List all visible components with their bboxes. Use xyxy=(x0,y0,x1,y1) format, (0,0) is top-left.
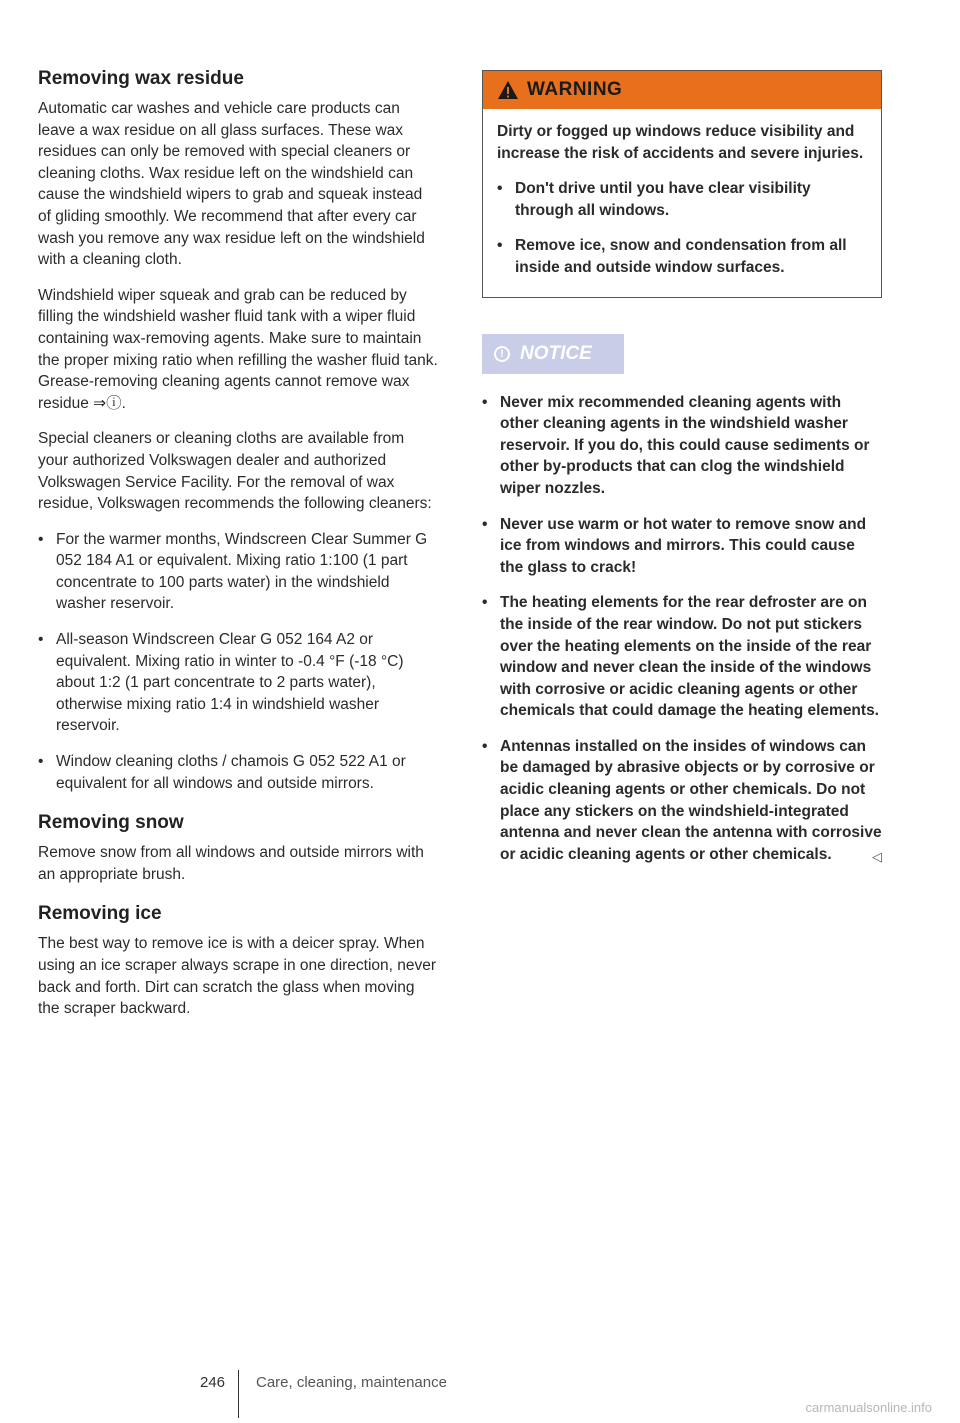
list-item: • All-season Windscreen Clear G 052 164 A2 or equivalent. Mixing ratio in winter to -0.4 °F (-18 °C) about 1:2 (1 part concentrate to 2 parts water), otherwise mixing ratio 1:4 in windshield washer reservoir. xyxy=(38,631,404,735)
list-item: • Never mix recommended cleaning agents with other cleaning agents in the windshield washer reservoir. If you do, this could cause sediments or other by-products that can clog the windshield wiper nozzles. xyxy=(482,393,870,497)
bullet-icon: • xyxy=(38,753,44,771)
warning-header xyxy=(483,71,881,109)
warning-body xyxy=(483,109,881,297)
warning-box xyxy=(482,70,882,298)
list-item: • Don't drive until you have clear visibility through all windows. xyxy=(497,180,811,219)
list-item: • For the warmer months, Windscreen Clear Summer G 052 184 A1 or equivalent. Mixing ratio 1:100 (1 part concentrate to 100 parts water) in the windshield washer reservoir. xyxy=(38,530,428,613)
bullet-icon: • xyxy=(38,631,44,649)
page-number: 246 xyxy=(200,1374,226,1391)
watermark: carmanualsonline.info xyxy=(805,1400,932,1415)
wax-paragraph-2: Windshield wiper squeak and grab can be reduced by filling the windshield washer fluid tank with a wiper fluid containing wax-removing agents. Make sure to maintain the proper mixing ratio when refilling the washer fluid tank. Grease-removing cleaning agents cannot remove wax residue ⇒ⓘ. xyxy=(38,286,438,412)
bullet-icon: • xyxy=(482,594,488,612)
notice-header xyxy=(482,334,624,374)
list-item: • Never use warm or hot water to remove snow and ice from windows and mirrors. This could cause the glass to crack! xyxy=(482,515,867,576)
list-item: • The heating elements for the rear defroster are on the inside of the rear window. Do not put stickers over the heating elements on the inside of the rear window and never clean the inside of the windows with corrosive or acidic cleaning agents or other chemicals that could damage the heating elements. xyxy=(482,594,879,720)
list-item: • Antennas installed on the insides of windows can be damaged by abrasive objects or by corrosive or acidic cleaning agents or other chemicals. Do not place any stickers on the windshield-integrated antenna and never clean the antenna with corrosive or acidic cleaning agents or other chemicals. xyxy=(482,737,882,863)
section-end-icon: ◁ xyxy=(872,849,882,865)
wax-paragraph-3: Special cleaners or cleaning cloths are available from your authorized Volkswagen dealer and authorized Volkswagen Service Facility. For the removal of wax residue, Volkswagen recommends the following cleaners: xyxy=(38,430,432,513)
notice-body xyxy=(482,374,882,866)
bullet-icon: • xyxy=(38,530,44,548)
snow-heading: Removing snow xyxy=(38,812,184,834)
footer-divider xyxy=(238,1370,239,1418)
snow-paragraph: Remove snow from all windows and outside mirrors with an appropriate brush. xyxy=(38,844,424,883)
warning-label: WARNING xyxy=(527,79,623,100)
bullet-icon: • xyxy=(482,515,488,533)
bullet-icon: • xyxy=(497,180,503,198)
wax-heading: Removing wax residue xyxy=(38,68,244,89)
ice-heading: Removing ice xyxy=(38,903,162,925)
bullet-icon: • xyxy=(497,237,503,255)
warning-intro: Dirty or fogged up windows reduce visibility and increase the risk of accidents and severe injuries. xyxy=(497,123,864,162)
list-item: • Remove ice, snow and condensation from all inside and outside window surfaces. xyxy=(497,237,847,276)
wax-paragraph-1: Automatic car washes and vehicle care products can leave a wax residue on all glass surfaces. These wax residues can only be removed with special cleaners or cleaning cloths. Wax residue left on the windshield can cause the windshield wipers to grab and squeak instead of gliding smoothly. We recommend that after every car wash you remove any wax residue left on the windshield with a cleaning cloth. xyxy=(38,100,425,269)
ice-paragraph: The best way to remove ice is with a deicer spray. When using an ice scraper always scrape in one direction, never back and forth. Dirt can scratch the glass when moving the scraper backward. xyxy=(38,935,437,1018)
bullet-icon: • xyxy=(482,393,488,411)
warning-triangle-icon xyxy=(497,80,519,100)
list-item: • Window cleaning cloths / chamois G 052 522 A1 or equivalent for all windows and outside mirrors. xyxy=(38,753,406,792)
notice-label: NOTICE xyxy=(520,342,592,364)
notice-info-icon: ! xyxy=(494,346,510,362)
right-column xyxy=(482,70,882,879)
section-title: Care, cleaning, maintenance xyxy=(256,1374,447,1391)
left-column xyxy=(38,68,438,1034)
bullet-icon: • xyxy=(482,737,488,755)
